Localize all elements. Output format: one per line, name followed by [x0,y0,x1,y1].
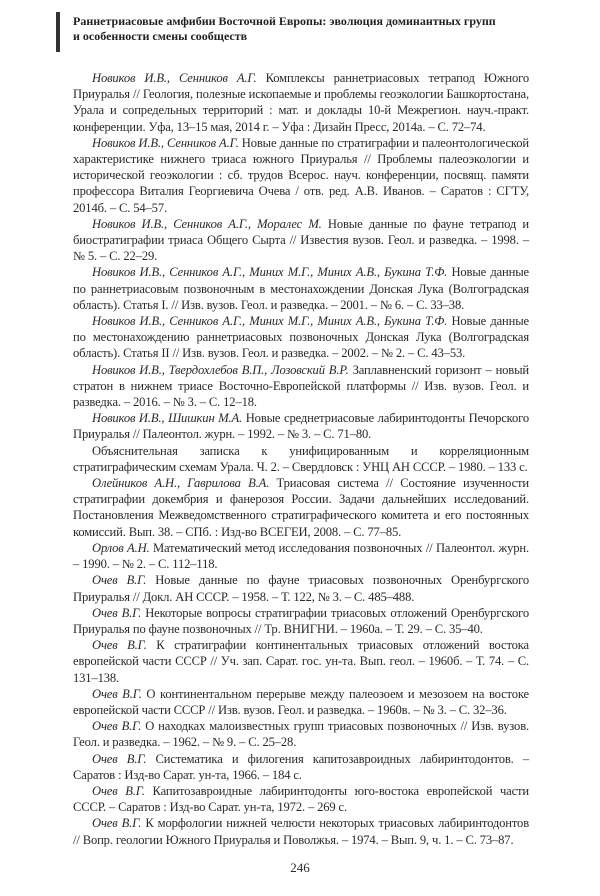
reference-entry [73,637,529,686]
reference-entry [73,313,529,362]
reference-entry [73,475,529,540]
reference-authors: Новиков И.В., Сенников А.Г., Моралес М. [92,216,322,231]
reference-text: О находках малоизвестных групп триасовых позвоночных // Изв. вузов. Геол. и разведка. – 1962. – № 9. – С. 25–28. [73,719,529,750]
reference-text: Заплавненский горизонт – новый стратон в нижнем триасе Восточно-Европейской платформы // Изв. вузов. Геол. и разведка. – 2016. – № 3. – С. 12–18. [73,362,530,410]
page-number: 246 [290,859,310,875]
reference-authors: Очев В.Г. [92,573,147,588]
reference-text: К стратиграфии континентальных триасовых отложений востока европейской части СССР // Уч. зап. Сарат. гос. ун-та. Вып. геол. – 1960б. – Т. 74. – С. 131–138. [73,638,529,685]
reference-authors: Очев В.Г. [92,816,142,831]
reference-entry [73,783,529,815]
page-body [73,0,529,896]
reference-entry [73,572,529,604]
reference-entry [73,751,529,783]
reference-authors: Олейников А.Н., Гаврилова В.А. [92,476,270,491]
reference-authors: Новиков И.В., Сенников А.Г. [92,71,257,85]
reference-authors: Новиков И.В., Сенников А.Г. [92,135,239,150]
reference-authors: Очев В.Г. [92,686,142,701]
reference-text: Новые данные по фауне триасовых позвоночных Оренбургского Приуралья // Докл. АН СССР. – 1958. – Т. 122, № 3. – С. 485–488. [73,573,529,604]
reference-entry [73,70,529,135]
running-header-line-2: и особенности смены сообществ [73,29,248,43]
reference-entry [73,443,529,475]
reference-entry [73,264,529,313]
reference-entry [73,135,529,216]
reference-list [73,70,529,848]
reference-text: К морфологии нижней челюсти некоторых триасовых лабиринтодонтов // Вопр. геологии Южного Приуралья и Поволжья. – 1974. – Вып. 9, ч. 1. – С. 73–87. [73,816,529,847]
reference-text: Систематика и филогения капитозавроидных лабиринтодонтов. – Саратов : Изд-во Сарат. ун-та, 1966. – 184 с. [73,751,529,782]
header-marker-bar [56,12,60,52]
reference-text: Новые данные по стратиграфии и палеонтологической характеристике нижнего триаса южного Приуралья // Проблемы палеоэкологии и исторической геоэкологии : сб. трудов Всерос. науч. конференции, посвящ. памяти профессора Виталия Георгиевича Очева / отв. ред. А.В. Иванов. – Саратов : СГТУ, 2014б. – С. 54–57. [73,135,529,215]
reference-text: Новые данные по местонахождению раннетриасовых позвоночных Донская Лука (Волгоградская область). Статья II // Изв. вузов. Геол. и разведка. – 2002. – № 2. – С. 43–53. [73,314,529,361]
reference-authors: Очев В.Г. [92,719,142,734]
reference-text: Капитозавроидные лабиринтодонты юго-востока европейской части СССР. – Саратов : Изд-во Сарат. ун-та, 1972. – 269 с. [73,783,529,815]
reference-entry [73,815,529,847]
reference-entry [73,362,529,411]
reference-text: Объяснительная записка к унифицированным и корреляционным стратиграфическим схемам Урала. Ч. 2. – Свердловск : УНЦ АН СССР. – 1980. – 133 с. [73,443,529,474]
reference-text: Новые данные по фауне тетрапод и биостратиграфии триаса Общего Сырта // Известия вузов. Геол. и разведка. – 1998. – № 5. – С. 22–29. [73,216,529,264]
reference-text: Математический метод исследования позвоночных // Палеонтол. журн. – 1990. – № 2. – С. 112–118. [73,540,529,572]
reference-entry [73,410,529,442]
reference-authors: Новиков И.В., Сенников А.Г., Миних М.Г., Миних А.В., Букина Т.Ф. [92,314,448,329]
reference-entry [73,216,529,265]
reference-text: Некоторые вопросы стратиграфии триасовых отложений Оренбургского Приуралья по фауне позвоночных // Тр. ВНИГНИ. – 1960а. – Т. 29. – С. 35–40. [73,605,529,636]
reference-entry [73,540,529,572]
reference-authors: Орлов А.Н. [92,540,150,555]
reference-text: Новые данные по раннетриасовым позвоночным в местонахождении Донская Лука (Волгоградская область). Статья I. // Изв. вузов. Геол. и разведка. – 2001. – № 6. – С. 33–38. [73,265,529,312]
reference-entry [73,718,529,750]
reference-text: Комплексы раннетриасовых тетрапод Южного Приуралья // Геология, полезные ископаемые и проблемы геоэкологии Башкортостана, Урала и сопредельных территорий : мат. и доклады 10-й Межрегион. науч.-практ. конференции. Уфа, 13–15 мая, 2014 г. – Уфа : Дизайн Пресс, 2014а. – С. 72–74. [73,71,529,134]
reference-authors: Новиков И.В., Шишкин М.А. [92,411,243,426]
reference-text: Триасовая система // Состояние изученности стратиграфии докембрия и фанерозоя России. Задачи дальнейших исследований. Постановления Межведомственного стратиграфического комитета и его постоянных комиссий. Вып. 38. – СПб. : Изд-во ВСЕГЕИ, 2008. – С. 77–85. [73,476,529,539]
reference-entry [73,605,529,637]
reference-authors: Очев В.Г. [92,638,147,653]
reference-entry [73,686,529,718]
reference-text: О континентальном перерыве между палеозоем и мезозоем на востоке европейской части СССР // Изв. вузов. Геол. и разведка. – 1960в. – № 3. – С. 32–36. [73,686,529,717]
reference-authors: Очев В.Г. [92,783,145,798]
reference-authors: Новиков И.В., Твердохлебов В.П., Лозовский В.Р. [92,362,349,377]
reference-text: Новые среднетриасовые лабиринтодонты Печорского Приуралья // Палеонтол. журн. – 1992. – № 3. – С. 71–80. [73,411,529,442]
reference-authors: Новиков И.В., Сенников А.Г., Миних М.Г., Миних А.В., Букина Т.Ф. [92,265,448,280]
running-header-line-1: Раннетриасовые амфибии Восточной Европы: эволюция доминантных групп [73,14,496,28]
reference-authors: Очев В.Г. [92,751,147,766]
reference-authors: Очев В.Г. [92,605,142,620]
